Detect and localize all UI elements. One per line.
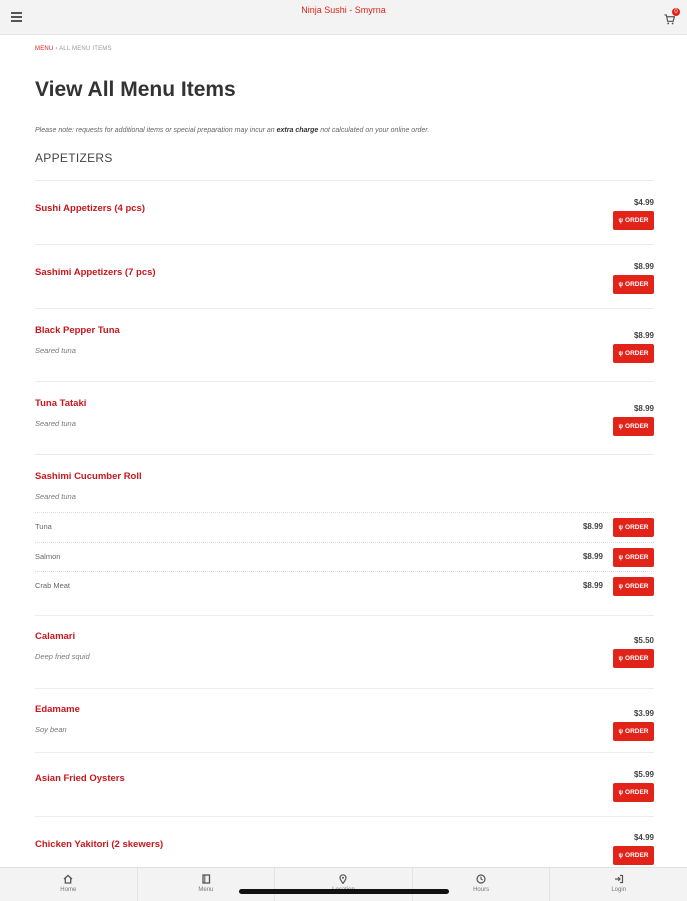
item-name[interactable]: Black Pepper Tuna bbox=[35, 325, 120, 336]
order-button[interactable] bbox=[613, 275, 654, 294]
order-button[interactable] bbox=[613, 518, 654, 537]
order-button-label: ORDER bbox=[625, 728, 649, 735]
nav-hours[interactable] bbox=[413, 868, 551, 901]
utensils-icon: ψ bbox=[618, 789, 624, 796]
item-option-row bbox=[35, 542, 654, 572]
item-name[interactable]: Edamame bbox=[35, 704, 80, 715]
order-button[interactable] bbox=[613, 211, 654, 230]
utensils-icon: ψ bbox=[618, 852, 624, 859]
item-description: Seared tuna bbox=[35, 346, 76, 355]
order-button-label: ORDER bbox=[625, 281, 649, 288]
item-name[interactable]: Sashimi Cucumber Roll bbox=[35, 471, 142, 482]
special-request-note bbox=[35, 127, 429, 134]
nav-label: Login bbox=[611, 887, 627, 893]
item-description: Deep fried squid bbox=[35, 652, 90, 661]
item-description: Soy bean bbox=[35, 725, 67, 734]
top-bar bbox=[0, 0, 687, 35]
item-name[interactable]: Chicken Yakitori (2 skewers) bbox=[35, 839, 164, 850]
nav-label: Home bbox=[60, 887, 77, 893]
nav-home[interactable] bbox=[0, 868, 138, 901]
item-price: $8.99 bbox=[633, 331, 654, 340]
item-price: $5.50 bbox=[633, 636, 654, 645]
menu-item-list bbox=[35, 180, 654, 877]
order-button[interactable] bbox=[613, 344, 654, 363]
breadcrumb-current: ALL MENU ITEMS bbox=[59, 46, 112, 52]
cart-button[interactable] bbox=[664, 9, 678, 26]
utensils-icon: ψ bbox=[618, 524, 624, 531]
home-indicator[interactable] bbox=[239, 889, 449, 894]
order-button[interactable] bbox=[613, 722, 654, 741]
utensils-icon: ψ bbox=[618, 728, 624, 735]
order-button[interactable] bbox=[613, 783, 654, 802]
utensils-icon: ψ bbox=[618, 217, 624, 224]
order-button-label: ORDER bbox=[625, 583, 649, 590]
order-button-label: ORDER bbox=[625, 524, 649, 531]
item-name[interactable]: Asian Fried Oysters bbox=[35, 773, 125, 784]
section-title-appetizers: APPETIZERS bbox=[35, 151, 113, 165]
menu-item bbox=[35, 454, 654, 615]
breadcrumb-separator: › bbox=[55, 46, 58, 52]
item-price: $4.99 bbox=[633, 198, 654, 207]
cart-count-badge: 0 bbox=[672, 8, 680, 16]
menu-item bbox=[35, 180, 654, 244]
menu-item bbox=[35, 244, 654, 308]
option-price: $8.99 bbox=[582, 581, 603, 590]
item-name[interactable]: Tuna Tataki bbox=[35, 398, 87, 409]
item-option-row bbox=[35, 571, 654, 601]
map-pin-icon bbox=[338, 874, 348, 884]
item-name[interactable]: Calamari bbox=[35, 631, 76, 642]
breadcrumb bbox=[35, 46, 112, 52]
menu-item bbox=[35, 752, 654, 816]
item-price: $8.99 bbox=[633, 262, 654, 271]
menu-item bbox=[35, 615, 654, 688]
item-option-row bbox=[35, 512, 654, 542]
order-button-label: ORDER bbox=[625, 423, 649, 430]
utensils-icon: ψ bbox=[618, 583, 624, 590]
page-title: View All Menu Items bbox=[35, 78, 236, 101]
item-price: $4.99 bbox=[633, 833, 654, 842]
option-price: $8.99 bbox=[582, 522, 603, 531]
menu-item bbox=[35, 381, 654, 454]
item-price: $8.99 bbox=[633, 404, 654, 413]
option-name: Salmon bbox=[35, 552, 61, 561]
restaurant-title: Ninja Sushi - Smyrna bbox=[301, 5, 386, 15]
order-button-label: ORDER bbox=[625, 789, 649, 796]
option-name: Crab Meat bbox=[35, 581, 71, 590]
home-icon bbox=[63, 874, 73, 884]
bottom-navigation bbox=[0, 867, 687, 901]
order-button-label: ORDER bbox=[625, 554, 649, 561]
item-price: $3.99 bbox=[633, 709, 654, 718]
order-button[interactable] bbox=[613, 577, 654, 596]
clock-icon bbox=[476, 874, 486, 884]
item-description: Seared tuna bbox=[35, 419, 76, 428]
order-button[interactable] bbox=[613, 649, 654, 668]
breadcrumb-menu-link[interactable]: MENU bbox=[35, 46, 54, 52]
option-price: $8.99 bbox=[582, 552, 603, 561]
order-button-label: ORDER bbox=[625, 852, 649, 859]
utensils-icon: ψ bbox=[618, 423, 624, 430]
nav-location[interactable] bbox=[275, 868, 413, 901]
order-button-label: ORDER bbox=[625, 655, 649, 662]
note-text-before: Please note: requests for additional items or special preparation may incur an bbox=[35, 127, 275, 134]
nav-login[interactable] bbox=[550, 868, 687, 901]
order-button[interactable] bbox=[613, 548, 654, 567]
item-price: $5.99 bbox=[633, 770, 654, 779]
item-name[interactable]: Sashimi Appetizers (7 pcs) bbox=[35, 267, 156, 278]
note-text-after: not calculated on your online order. bbox=[320, 127, 430, 134]
utensils-icon: ψ bbox=[618, 655, 624, 662]
item-name[interactable]: Sushi Appetizers (4 pcs) bbox=[35, 203, 145, 214]
note-text-bold: extra charge bbox=[276, 127, 319, 134]
nav-label: Hours bbox=[473, 887, 490, 893]
nav-menu[interactable] bbox=[138, 868, 276, 901]
utensils-icon: ψ bbox=[618, 350, 624, 357]
order-button-label: ORDER bbox=[625, 217, 649, 224]
login-icon bbox=[614, 874, 624, 884]
menu-item bbox=[35, 688, 654, 752]
order-button-label: ORDER bbox=[625, 350, 649, 357]
order-button[interactable] bbox=[613, 417, 654, 436]
nav-label: Menu bbox=[198, 887, 214, 893]
option-name: Tuna bbox=[35, 522, 52, 531]
menu-item bbox=[35, 308, 654, 381]
book-icon bbox=[201, 874, 211, 884]
utensils-icon: ψ bbox=[618, 554, 624, 561]
utensils-icon: ψ bbox=[618, 281, 624, 288]
order-button[interactable] bbox=[613, 846, 654, 865]
item-description: Seared tuna bbox=[35, 492, 76, 501]
